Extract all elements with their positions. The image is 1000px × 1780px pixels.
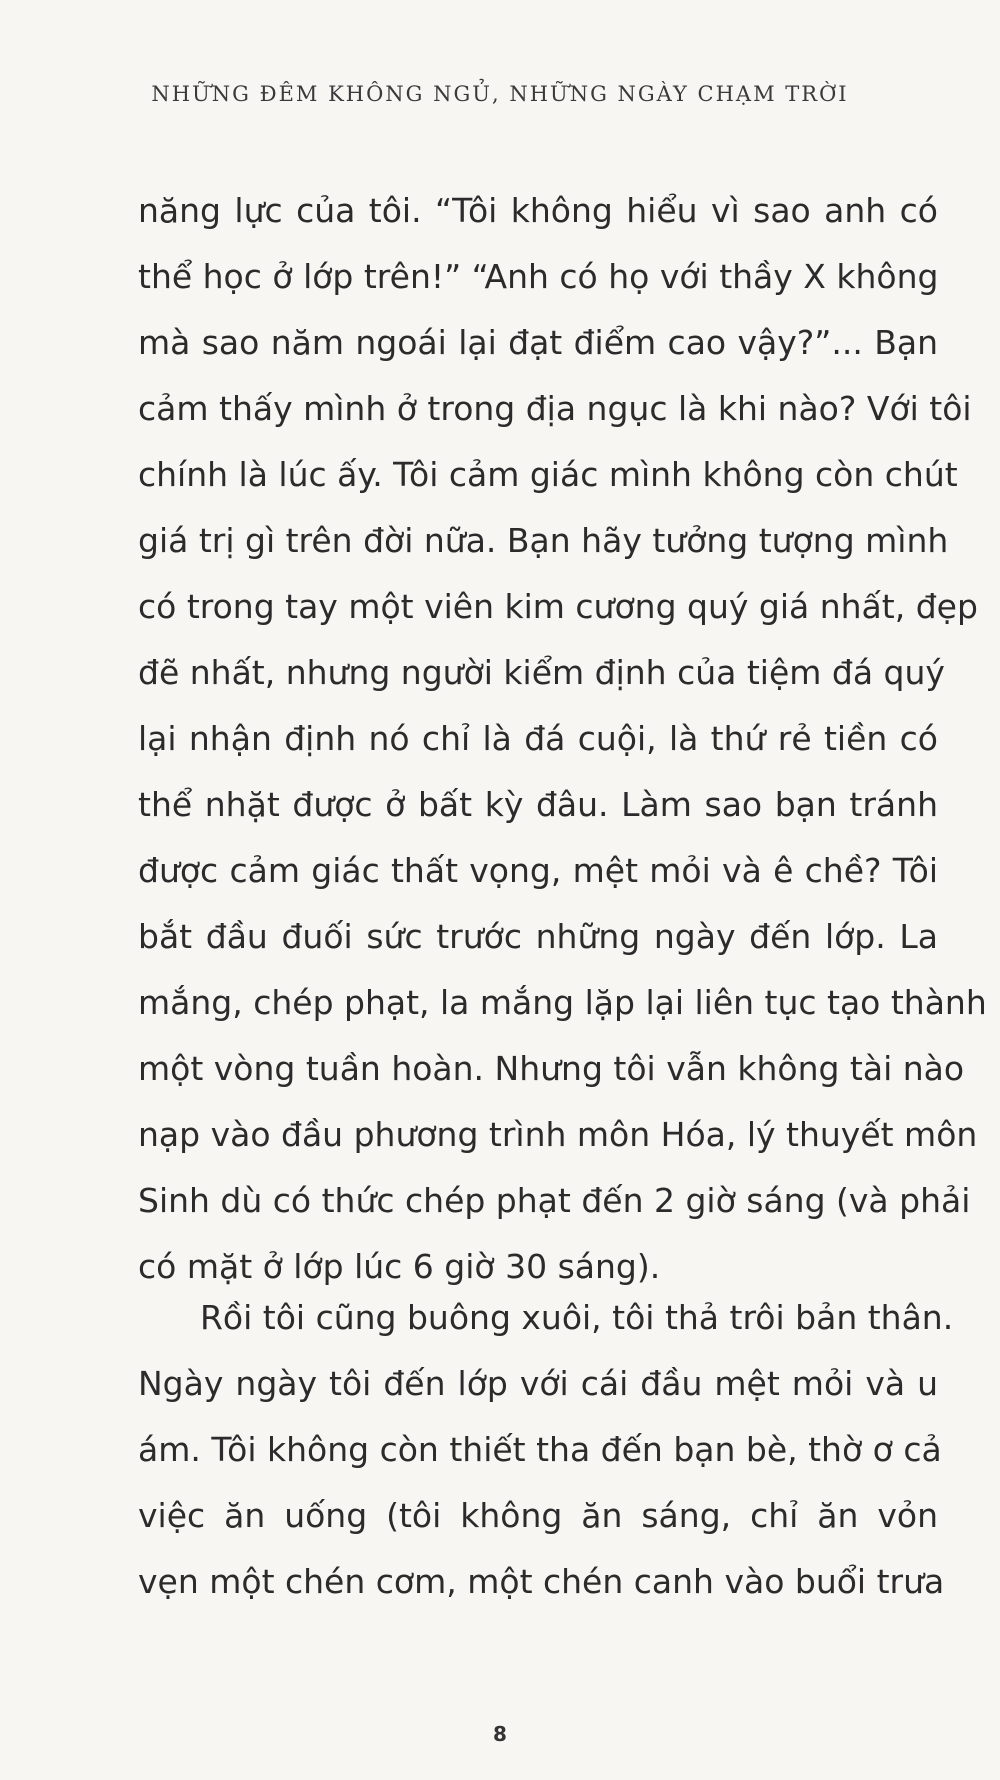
text-line: cảm thấy mình ở trong địa ngục là khi nào? Với tôi — [138, 389, 972, 428]
text-line: ám. Tôi không còn thiết tha đến bạn bè, thờ ơ cả — [138, 1430, 942, 1469]
text-line: năng lực của tôi. “Tôi không hiểu vì sao anh có — [138, 191, 938, 230]
text-line: Sinh dù có thức chép phạt đến 2 giờ sáng (và phải — [138, 1181, 971, 1220]
text-line: thể nhặt được ở bất kỳ đâu. Làm sao bạn tránh — [138, 785, 938, 824]
text-line: Ngày ngày tôi đến lớp với cái đầu mệt mỏi và u — [138, 1364, 938, 1403]
text-line: được cảm giác thất vọng, mệt mỏi và ê chề? Tôi — [138, 851, 938, 890]
text-line: có trong tay một viên kim cương quý giá nhất, đẹp — [138, 587, 978, 626]
text-line: chính là lúc ấy. Tôi cảm giác mình không còn chút — [138, 455, 958, 494]
text-line: mắng, chép phạt, la mắng lặp lại liên tục tạo thành — [138, 983, 987, 1022]
text-line: có mặt ở lớp lúc 6 giờ 30 sáng). — [138, 1247, 661, 1286]
text-line: Rồi tôi cũng buông xuôi, tôi thả trôi bản thân. — [200, 1298, 954, 1337]
text-line: giá trị gì trên đời nữa. Bạn hãy tưởng tượng mình — [138, 521, 949, 560]
text-line: mà sao năm ngoái lại đạt điểm cao vậy?”... Bạn — [138, 323, 938, 362]
text-line: một vòng tuần hoàn. Nhưng tôi vẫn không tài nào — [138, 1049, 965, 1088]
paragraph-1 — [138, 178, 987, 1300]
text-line: thể học ở lớp trên!” “Anh có họ với thầy X không — [138, 257, 939, 296]
text-line: vẹn một chén cơm, một chén canh vào buổi trưa — [138, 1562, 945, 1601]
text-line: đẽ nhất, nhưng người kiểm định của tiệm đá quý — [138, 653, 945, 692]
running-head: NHỮNG ĐÊM KHÔNG NGỦ, NHỮNG NGÀY CHẠM TRỜI — [151, 82, 849, 106]
text-line: lại nhận định nó chỉ là đá cuội, là thứ rẻ tiền có — [138, 719, 938, 758]
page-number: 8 — [493, 1722, 507, 1746]
text-line: việc ăn uống (tôi không ăn sáng, chỉ ăn vỏn — [138, 1496, 938, 1535]
paragraph-2 — [138, 1285, 954, 1615]
text-line: bắt đầu đuối sức trước những ngày đến lớp. La — [138, 917, 938, 956]
text-line: nạp vào đầu phương trình môn Hóa, lý thuyết môn — [138, 1115, 978, 1154]
